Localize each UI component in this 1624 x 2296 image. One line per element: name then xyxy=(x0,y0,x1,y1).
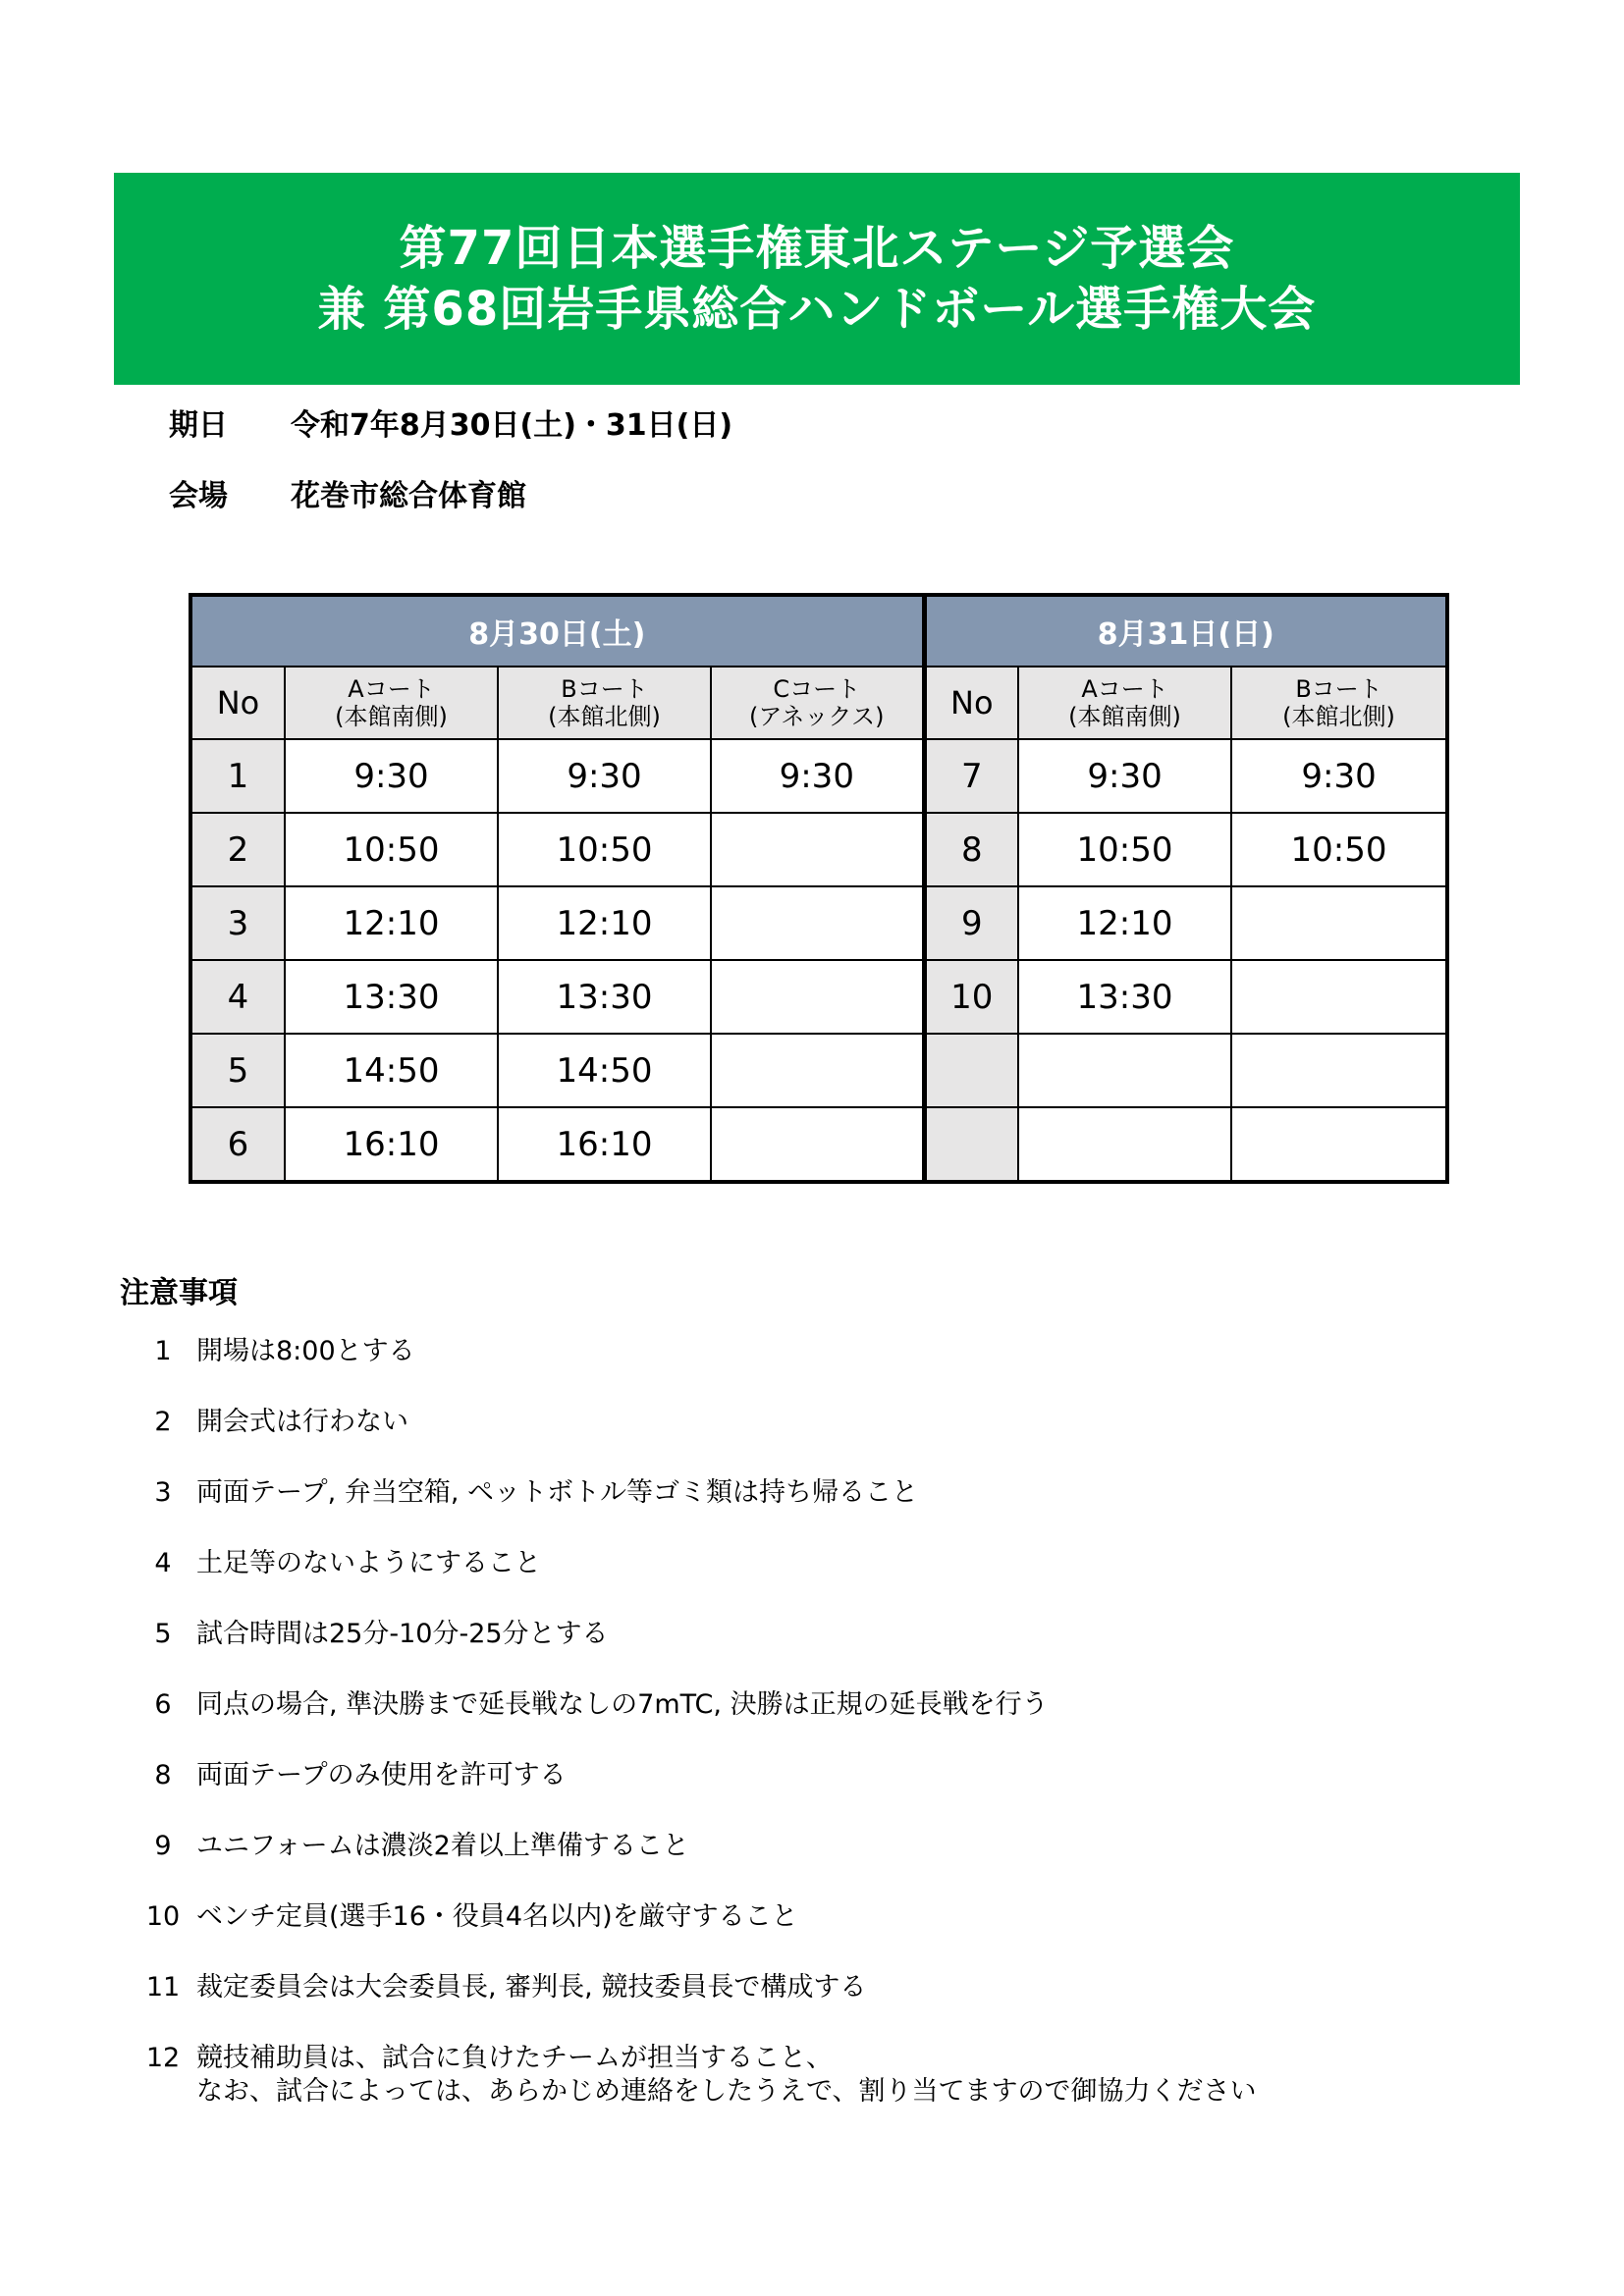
venue-value: 花巻市総合体育館 xyxy=(291,479,526,513)
court-c-sub: (アネックス) xyxy=(749,703,885,730)
time-cell xyxy=(1018,1107,1231,1182)
note-text-line-2: なお、試合によっては、あらかじめ連絡をしたうえで、割り当てますので御協力ください xyxy=(196,2076,1257,2107)
table-row xyxy=(190,813,1447,886)
court-b-label: Bコート xyxy=(1295,675,1382,703)
note-text: ベンチ定員(選手16・役員4名以内)を厳守すること xyxy=(196,1901,798,1932)
table-row xyxy=(190,739,1447,813)
note-number: 8 xyxy=(154,1760,172,1790)
title-line-2: 兼 第68回岩手県総合ハンドボール選手権大会 xyxy=(317,282,1317,337)
list-item xyxy=(130,1547,1504,1618)
list-item xyxy=(130,1335,1504,1406)
court-c-label: Cコート xyxy=(773,675,861,703)
match-no-day1: 4 xyxy=(190,960,285,1034)
time-cell xyxy=(711,960,924,1034)
time-cell: 10:50 xyxy=(1018,813,1231,886)
match-no-day2: 8 xyxy=(924,813,1018,886)
day1-header: 8月30日(土) xyxy=(190,595,924,667)
time-cell xyxy=(711,813,924,886)
col-court-b-day1 xyxy=(498,667,711,739)
col-no-day1: No xyxy=(190,667,285,739)
venue-label: 会場 xyxy=(169,479,228,513)
note-text: 土足等のないようにすること xyxy=(196,1548,541,1578)
time-cell xyxy=(1231,1034,1447,1107)
list-item xyxy=(130,1900,1504,1971)
time-cell: 9:30 xyxy=(1231,739,1447,813)
title-line-1: 第77回日本選手権東北ステージ予選会 xyxy=(399,221,1235,276)
time-cell: 9:30 xyxy=(498,739,711,813)
time-cell xyxy=(711,886,924,960)
info-venue xyxy=(169,471,526,514)
note-number: 11 xyxy=(145,1972,181,2002)
time-cell xyxy=(1231,886,1447,960)
note-text: ユニフォームは濃淡2着以上準備すること xyxy=(196,1831,689,1861)
note-text: 裁定委員会は大会委員長, 審判長, 競技委員長で構成する xyxy=(196,1972,867,2002)
note-text-line-1: 競技補助員は、試合に負けたチームが担当すること、 xyxy=(196,2043,833,2073)
note-text: 試合時間は25分-10分-25分とする xyxy=(196,1619,609,1649)
match-no-day1: 2 xyxy=(190,813,285,886)
list-item xyxy=(130,2042,1504,2130)
note-number: 3 xyxy=(154,1477,172,1508)
table-row xyxy=(190,886,1447,960)
time-cell: 12:10 xyxy=(1018,886,1231,960)
schedule-table xyxy=(189,593,1449,1184)
match-no-day1: 6 xyxy=(190,1107,285,1182)
date-value: 令和7年8月30日(土)・31日(日) xyxy=(291,408,733,443)
note-text: 両面テープのみ使用を許可する xyxy=(196,1760,567,1790)
table-row xyxy=(190,1107,1447,1182)
court-b-label: Bコート xyxy=(561,675,648,703)
match-no-day1: 3 xyxy=(190,886,285,960)
note-number: 10 xyxy=(145,1901,181,1932)
court-a-sub: (本館南側) xyxy=(1068,703,1181,730)
info-date xyxy=(169,400,732,444)
list-item xyxy=(130,1618,1504,1688)
time-cell: 9:30 xyxy=(1018,739,1231,813)
note-text: 同点の場合, 準決勝まで延長戦なしの7mTC, 決勝は正規の延長戦を行う xyxy=(196,1689,1049,1720)
time-cell: 13:30 xyxy=(498,960,711,1034)
note-number: 9 xyxy=(154,1831,172,1861)
match-no-day2 xyxy=(924,1034,1018,1107)
note-number: 1 xyxy=(154,1336,172,1366)
col-no-day2: No xyxy=(924,667,1018,739)
table-row xyxy=(190,1034,1447,1107)
match-no-day2 xyxy=(924,1107,1018,1182)
time-cell: 16:10 xyxy=(285,1107,498,1182)
time-cell: 14:50 xyxy=(285,1034,498,1107)
court-b-sub: (本館北側) xyxy=(1282,703,1395,730)
note-number: 2 xyxy=(154,1407,172,1437)
note-number: 4 xyxy=(154,1548,172,1578)
time-cell: 10:50 xyxy=(285,813,498,886)
note-text xyxy=(196,2042,1504,2130)
court-b-sub: (本館北側) xyxy=(548,703,661,730)
day2-header: 8月31日(日) xyxy=(924,595,1447,667)
time-cell: 16:10 xyxy=(498,1107,711,1182)
court-a-label: Aコート xyxy=(348,675,435,703)
time-cell xyxy=(711,1107,924,1182)
match-no-day2: 10 xyxy=(924,960,1018,1034)
match-no-day2: 7 xyxy=(924,739,1018,813)
note-number: 12 xyxy=(145,2043,181,2073)
time-cell xyxy=(711,1034,924,1107)
note-text: 開場は8:00とする xyxy=(196,1336,415,1366)
court-a-label: Aコート xyxy=(1081,675,1168,703)
col-court-a-day2 xyxy=(1018,667,1231,739)
note-text: 開会式は行わない xyxy=(196,1407,408,1437)
col-court-c-day1 xyxy=(711,667,924,739)
time-cell: 10:50 xyxy=(498,813,711,886)
time-cell: 9:30 xyxy=(285,739,498,813)
time-cell: 14:50 xyxy=(498,1034,711,1107)
time-cell: 10:50 xyxy=(1231,813,1447,886)
match-no-day1: 5 xyxy=(190,1034,285,1107)
col-court-a-day1 xyxy=(285,667,498,739)
list-item xyxy=(130,1476,1504,1547)
time-cell xyxy=(1231,1107,1447,1182)
time-cell: 13:30 xyxy=(285,960,498,1034)
time-cell xyxy=(1018,1034,1231,1107)
list-item xyxy=(130,1830,1504,1900)
time-cell: 12:10 xyxy=(285,886,498,960)
court-a-sub: (本館南側) xyxy=(335,703,448,730)
time-cell: 9:30 xyxy=(711,739,924,813)
note-number: 5 xyxy=(154,1619,172,1649)
notes-list xyxy=(130,1335,1504,2130)
list-item xyxy=(130,1406,1504,1476)
list-item xyxy=(130,1971,1504,2042)
list-item xyxy=(130,1688,1504,1759)
note-number: 6 xyxy=(154,1689,172,1720)
time-cell: 12:10 xyxy=(498,886,711,960)
notes-title: 注意事項 xyxy=(120,1276,238,1310)
list-item xyxy=(130,1759,1504,1830)
date-label: 期日 xyxy=(169,408,228,443)
table-row xyxy=(190,960,1447,1034)
title-banner xyxy=(114,173,1520,385)
time-cell: 13:30 xyxy=(1018,960,1231,1034)
match-no-day2: 9 xyxy=(924,886,1018,960)
match-no-day1: 1 xyxy=(190,739,285,813)
note-text: 両面テープ, 弁当空箱, ペットボトル等ゴミ類は持ち帰ること xyxy=(196,1477,918,1508)
col-court-b-day2 xyxy=(1231,667,1447,739)
time-cell xyxy=(1231,960,1447,1034)
